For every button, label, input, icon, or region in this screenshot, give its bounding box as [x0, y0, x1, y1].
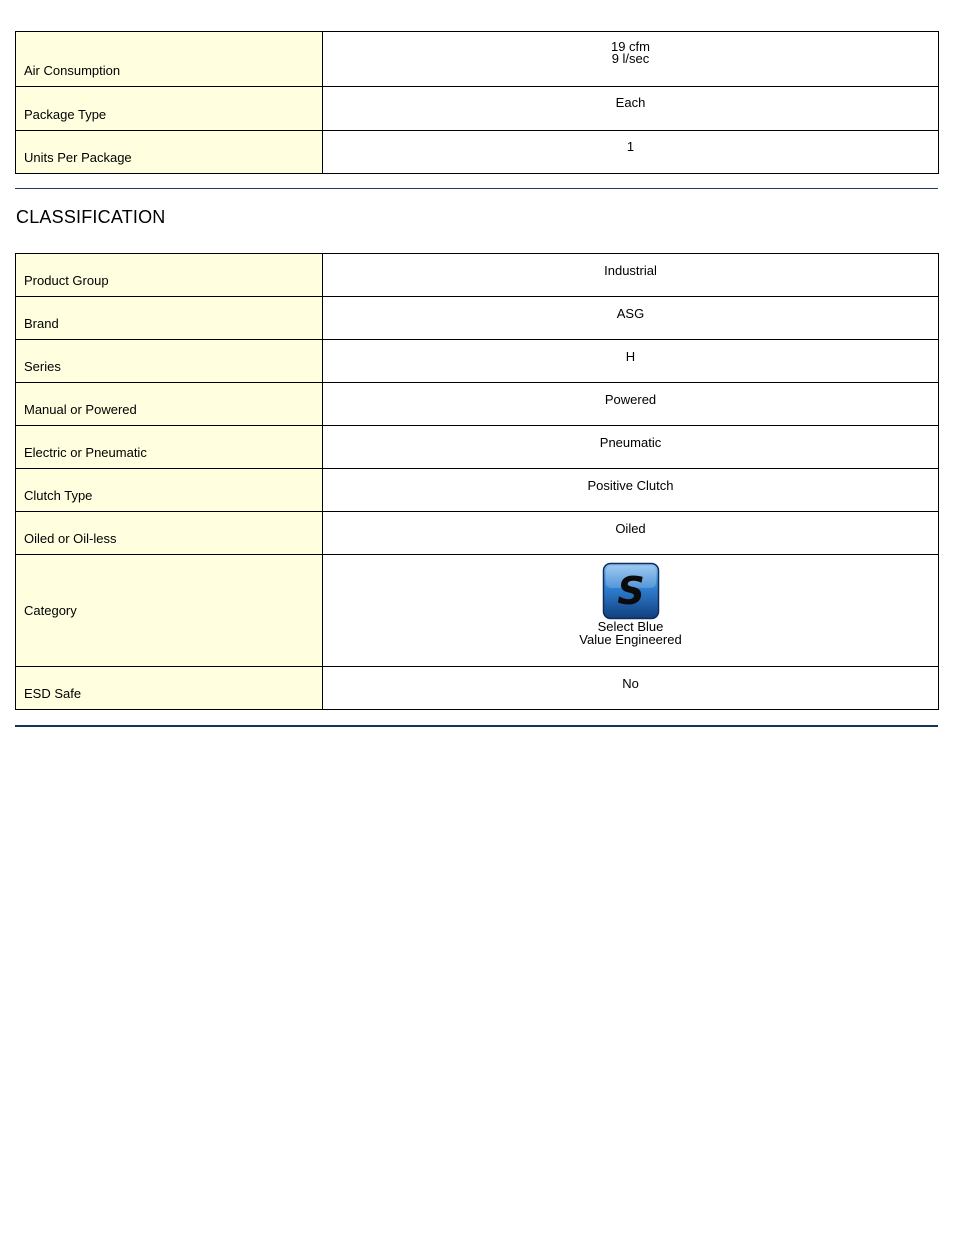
- spec-row-electric-or-pneumatic: [16, 426, 939, 469]
- spec-label: Air Consumption: [16, 32, 323, 87]
- spec-value-line: Each: [615, 95, 646, 110]
- spec-value: Powered: [323, 383, 939, 426]
- spec-label: Units Per Package: [16, 131, 323, 174]
- category-line: Select Blue: [597, 619, 664, 634]
- spec-value: Industrial: [323, 254, 939, 297]
- spec-value: Oiled: [323, 512, 939, 555]
- section-divider: [15, 188, 938, 189]
- spec-label: Category: [16, 555, 323, 667]
- spec-value: [323, 87, 939, 131]
- spec-row-product-group: [16, 254, 939, 297]
- spec-row-series: [16, 340, 939, 383]
- spec-row-esd-safe: [16, 667, 939, 710]
- select-blue-logo-icon: [602, 562, 660, 620]
- spec-label: Series: [16, 340, 323, 383]
- spec-label: ESD Safe: [16, 667, 323, 710]
- spec-value-line: 1: [626, 139, 635, 154]
- spec-value: ASG: [323, 297, 939, 340]
- spec-label: Package Type: [16, 87, 323, 131]
- spec-label: Manual or Powered: [16, 383, 323, 426]
- spec-value-line: 9 l/sec: [611, 51, 650, 66]
- spec-label: Electric or Pneumatic: [16, 426, 323, 469]
- classification-table: [15, 253, 939, 710]
- logo-letter: S: [616, 569, 645, 613]
- spec-value: Positive Clutch: [323, 469, 939, 512]
- spec-row-category: [16, 555, 939, 667]
- spec-row-air-consumption: [16, 32, 939, 87]
- specs-table-top: [15, 31, 939, 174]
- spec-value: Pneumatic: [323, 426, 939, 469]
- spec-value-line: 19 cfm: [610, 39, 650, 54]
- spec-row-units-per-package: [16, 131, 939, 174]
- spec-value: [323, 32, 939, 87]
- section-title: CLASSIFICATION: [16, 207, 166, 227]
- spec-row-package-type: [16, 87, 939, 131]
- spec-value: [323, 131, 939, 174]
- spec-label: Oiled or Oil-less: [16, 512, 323, 555]
- category-line: Value Engineered: [579, 632, 682, 647]
- spec-label: Brand: [16, 297, 323, 340]
- spec-value: [323, 555, 939, 667]
- spec-label: Product Group: [16, 254, 323, 297]
- spec-label: Clutch Type: [16, 469, 323, 512]
- spec-row-oiled-or-oil-less: [16, 512, 939, 555]
- spec-value: H: [323, 340, 939, 383]
- spec-row-clutch-type: [16, 469, 939, 512]
- section-divider: [15, 725, 938, 727]
- spec-row-brand: [16, 297, 939, 340]
- spec-row-manual-or-powered: [16, 383, 939, 426]
- spec-value: No: [323, 667, 939, 710]
